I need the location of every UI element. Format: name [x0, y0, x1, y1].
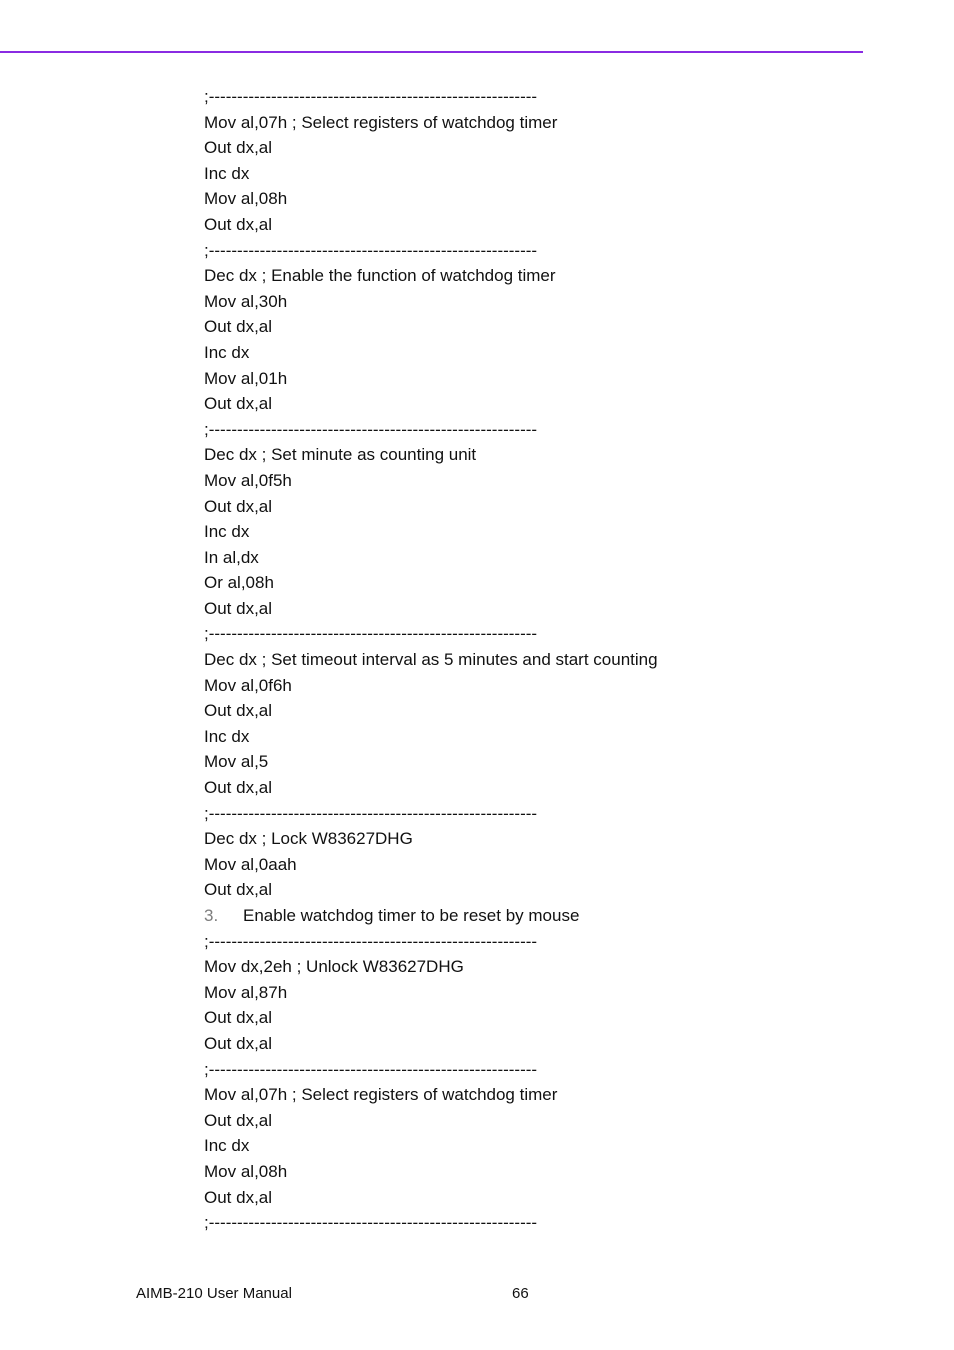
code-line: Inc dx: [204, 163, 250, 183]
code-line: Mov dx,2eh ; Unlock W83627DHG: [204, 957, 464, 977]
code-listing: [204, 84, 658, 1236]
step-number: 3.: [204, 906, 219, 925]
header-rule: [0, 51, 863, 53]
code-line: ;----------------------------------------------------------: [204, 803, 538, 823]
code-line: Mov al,01h: [204, 368, 288, 388]
code-line: Mov al,0f6h: [204, 675, 292, 695]
code-line: Out dx,al: [204, 317, 273, 337]
code-line: Inc dx: [204, 522, 250, 542]
code-line: ;----------------------------------------------------------: [204, 624, 538, 644]
footer-manual-title: AIMB-210 User Manual: [136, 1285, 292, 1302]
code-line: Out dx,al: [204, 778, 273, 798]
code-line: Dec dx ; Lock W83627DHG: [204, 829, 413, 849]
code-line: Out dx,al: [204, 138, 273, 158]
numbered-step: [204, 903, 658, 929]
code-line: ;----------------------------------------------------------: [204, 87, 538, 106]
code-line: Out dx,al: [204, 1008, 273, 1028]
code-line: Inc dx: [204, 726, 250, 746]
code-line: Out dx,al: [204, 1187, 273, 1207]
code-line: Dec dx ; Set timeout interval as 5 minutes and start counting: [204, 650, 658, 670]
code-line: Out dx,al: [204, 1033, 273, 1053]
code-line: Inc dx: [204, 1136, 250, 1156]
code-line: Mov al,87h: [204, 982, 288, 1002]
code-line: Or al,08h: [204, 573, 274, 593]
code-line: Out dx,al: [204, 394, 273, 414]
code-line: Out dx,al: [204, 701, 273, 721]
code-line: Mov al,08h: [204, 189, 288, 209]
code-line: Mov al,07h ; Select registers of watchdog timer: [204, 112, 558, 132]
code-line: Mov al,07h ; Select registers of watchdog timer: [204, 1085, 558, 1105]
step-text: Enable watchdog timer to be reset by mouse: [243, 906, 580, 925]
code-line: Mov al,0f5h: [204, 470, 292, 490]
code-line: ;----------------------------------------------------------: [204, 931, 538, 951]
code-line: Mov al,08h: [204, 1161, 288, 1181]
code-line: Out dx,al: [204, 214, 273, 234]
code-line: Inc dx: [204, 342, 250, 362]
code-line: Out dx,al: [204, 1110, 273, 1130]
code-line: ;----------------------------------------------------------: [204, 1213, 538, 1233]
code-line: Mov al,5: [204, 752, 269, 772]
code-line: Dec dx ; Enable the function of watchdog timer: [204, 266, 556, 286]
code-line: In al,dx: [204, 547, 259, 567]
code-line: Mov al,30h: [204, 291, 288, 311]
code-line: Dec dx ; Set minute as counting unit: [204, 445, 477, 465]
code-line: Out dx,al: [204, 598, 273, 618]
code-line: ;----------------------------------------------------------: [204, 419, 538, 439]
code-line: Out dx,al: [204, 496, 273, 516]
footer-page-number: 66: [512, 1285, 529, 1302]
code-line: Out dx,al: [204, 880, 273, 900]
code-line: ;----------------------------------------------------------: [204, 240, 538, 260]
code-line: ;----------------------------------------------------------: [204, 1059, 538, 1079]
code-line: Mov al,0aah: [204, 854, 297, 874]
